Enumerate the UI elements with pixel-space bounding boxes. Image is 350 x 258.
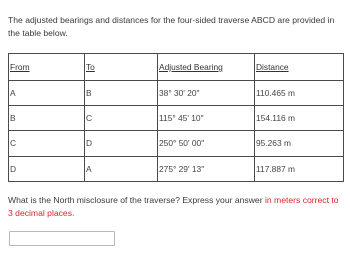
question-text: [8, 194, 342, 219]
cell-bearing: 38° 30' 20": [158, 81, 255, 106]
header-to: To: [85, 54, 158, 81]
table-row: [9, 81, 344, 106]
table-row: [9, 156, 344, 181]
cell-bearing: 275° 29' 13": [158, 156, 255, 181]
question-main: What is the North misclosure of the traverse? Express your answer: [8, 195, 265, 205]
cell-from: A: [9, 81, 85, 106]
traverse-table: [8, 53, 344, 182]
cell-from: C: [9, 131, 85, 156]
cell-distance: 110.465 m: [255, 81, 344, 106]
cell-from: B: [9, 106, 85, 131]
cell-distance: 117.887 m: [255, 156, 344, 181]
table-row: [9, 106, 344, 131]
cell-to: C: [85, 106, 158, 131]
table-header-row: [9, 54, 344, 81]
cell-from: D: [9, 156, 85, 181]
table-row: [9, 131, 344, 156]
header-adjusted-bearing: Adjusted Bearing: [158, 54, 255, 81]
answer-input[interactable]: [9, 231, 115, 246]
cell-bearing: 115° 45' 10": [158, 106, 255, 131]
cell-bearing: 250° 50' 00": [158, 131, 255, 156]
problem-intro: The adjusted bearings and distances for the four-sided traverse ABCD are provided in the table below.: [8, 15, 335, 38]
question-emphasis: in meters correct to 3 decimal places.: [8, 195, 339, 218]
header-from: From: [9, 54, 85, 81]
cell-distance: 95.263 m: [255, 131, 344, 156]
cell-to: B: [85, 81, 158, 106]
cell-to: D: [85, 131, 158, 156]
cell-to: A: [85, 156, 158, 181]
cell-distance: 154.116 m: [255, 106, 344, 131]
header-distance: Distance: [255, 54, 344, 81]
